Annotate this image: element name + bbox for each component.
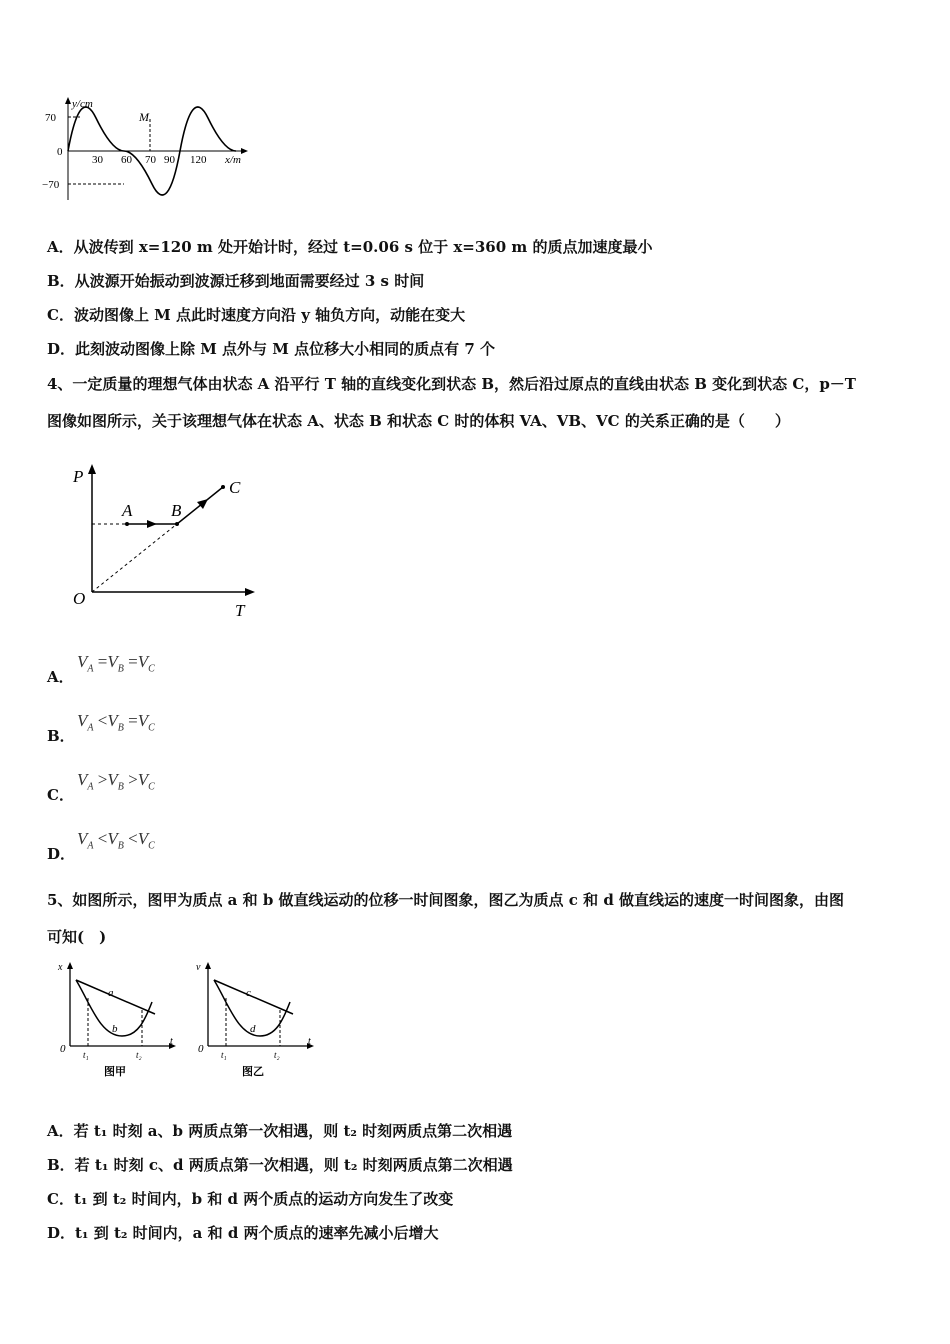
fig-xt-curve-b: b bbox=[112, 1023, 118, 1035]
y-tick-0: 0 bbox=[57, 146, 63, 158]
fig-xt-line-a: a bbox=[108, 987, 114, 999]
q5-option-d: D．t₁ 到 t₂ 时间内，a 和 d 两个质点的速率先减小后增大 bbox=[47, 1224, 439, 1242]
y-tick-70: 70 bbox=[45, 112, 56, 124]
q4-option-b-label: B． bbox=[47, 727, 75, 745]
pt-diagram bbox=[65, 462, 265, 622]
y-tick-neg70: −70 bbox=[42, 179, 60, 191]
y-axis-label: y/cm bbox=[72, 98, 93, 110]
q5-option-c: C．t₁ 到 t₂ 时间内，b 和 d 两个质点的运动方向发生了改变 bbox=[47, 1190, 454, 1208]
q4-option-c-label: C． bbox=[47, 786, 74, 804]
x-tick-60: 60 bbox=[121, 154, 132, 166]
q3-option-c: C．波动图像上 M 点此时速度方向沿 y 轴负方向，动能在变大 bbox=[47, 306, 466, 324]
fig-xt-caption: 图甲 bbox=[104, 1066, 126, 1078]
fig-vt-curve-d: d bbox=[250, 1023, 256, 1035]
fig-vt-line-c: c bbox=[246, 987, 251, 999]
fig-vt-t2: t₂ bbox=[274, 1050, 280, 1060]
x-tick-30: 30 bbox=[92, 154, 103, 166]
fig-vt bbox=[188, 958, 318, 1083]
x-tick-70: 70 bbox=[145, 154, 156, 166]
state-b-label: B bbox=[171, 501, 182, 520]
q3-option-d: D．此刻波动图像上除 M 点外与 M 点位移大小相同的质点有 7 个 bbox=[47, 340, 495, 358]
q4-stem-line1: 4、一定质量的理想气体由状态 A 沿平行 T 轴的直线变化到状态 B，然后沿过原点的直线由状态 B 变化到状态 C，p－T bbox=[47, 375, 856, 393]
q4-option-a-formula: $V_A =V_B =V_C$ bbox=[77, 652, 155, 675]
fig-vt-x-label: t bbox=[308, 1036, 311, 1047]
q4-option-b-formula: $V_A <V_B =V_C$ bbox=[77, 711, 155, 734]
fig-xt-origin: 0 bbox=[60, 1043, 66, 1055]
t-axis-label: T bbox=[235, 601, 245, 620]
q4-stem-line2: 图像如图所示，关于该理想气体在状态 A、状态 B 和状态 C 时的体积 VA、VB、VC 的关系正确的是（ ） bbox=[47, 412, 790, 430]
fig-vt-t1: t₁ bbox=[221, 1050, 227, 1060]
wave-figure bbox=[40, 95, 260, 205]
fig-vt-origin: 0 bbox=[198, 1043, 204, 1055]
q4-option-d-label: D． bbox=[47, 845, 76, 863]
fig-xt-t2: t₂ bbox=[136, 1050, 142, 1060]
q5-option-b: B．若 t₁ 时刻 c、d 两质点第一次相遇，则 t₂ 时刻两质点第二次相遇 bbox=[47, 1156, 513, 1174]
origin-label: O bbox=[73, 589, 86, 608]
q4-option-c-formula: $V_A >V_B >V_C$ bbox=[77, 770, 155, 793]
fig-vt-y-label: v bbox=[196, 962, 201, 973]
x-tick-90: 90 bbox=[164, 154, 175, 166]
q3-option-a: A．从波传到 x=120 m 处开始计时，经过 t=0.06 s 位于 x=360 m 的质点加速度最小 bbox=[47, 238, 653, 256]
p-axis-label: P bbox=[73, 467, 84, 486]
q4-option-d-formula: $V_A <V_B <V_C$ bbox=[77, 829, 155, 852]
q5-stem-line1: 5、如图所示，图甲为质点 a 和 b 做直线运动的位移一时间图象，图乙为质点 c 和 d 做直线运的速度一时间图象，由图 bbox=[47, 891, 845, 909]
x-tick-120: 120 bbox=[190, 154, 207, 166]
fig-xt-t1: t₁ bbox=[83, 1050, 89, 1060]
x-axis-label: x/m bbox=[225, 154, 241, 166]
point-m-label: M bbox=[139, 110, 149, 124]
q3-option-b: B．从波源开始振动到波源迁移到地面需要经过 3 s 时间 bbox=[47, 272, 425, 290]
fig-xt-y-label: x bbox=[58, 962, 63, 973]
q4-option-a-label: A． bbox=[47, 668, 74, 686]
q5-stem-line2: 可知( ) bbox=[47, 928, 107, 946]
fig-xt-x-label: t bbox=[170, 1036, 173, 1047]
fig-xt bbox=[50, 958, 180, 1083]
q5-option-a: A．若 t₁ 时刻 a、b 两质点第一次相遇，则 t₂ 时刻两质点第二次相遇 bbox=[47, 1122, 513, 1140]
fig-vt-caption: 图乙 bbox=[242, 1066, 264, 1078]
state-c-label: C bbox=[229, 478, 241, 497]
state-a-label: A bbox=[122, 501, 133, 520]
